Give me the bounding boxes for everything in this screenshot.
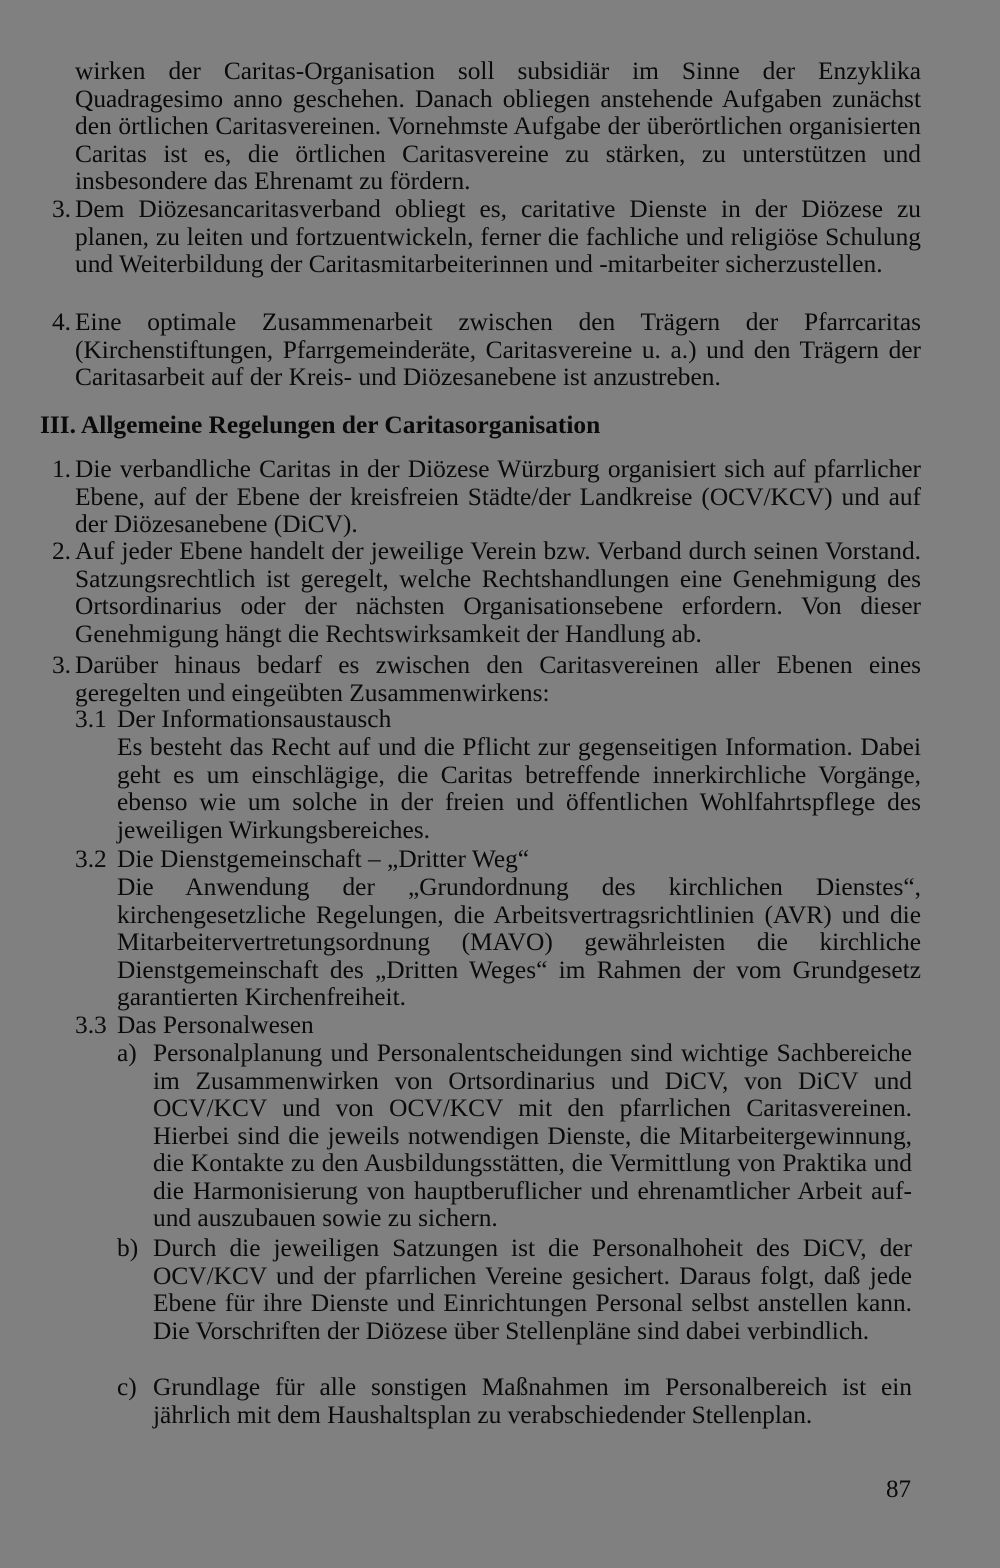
item-number: 4. xyxy=(51,308,71,336)
item-text: Darüber hinaus bedarf es zwischen den Caritasvereinen aller Ebenen eines geregelten und eingeübten Zusammenwirkens: xyxy=(75,651,921,707)
item-text: Auf jeder Ebene handelt der jeweilige Verein bzw. Verband durch seinen Vorstand. Satzungsrechtlich ist geregelt, welche Rechtshandlungen eine Genehmigung des Ortsordinarius oder der nächsten Organisationsebene erfordern. Von dieser Genehmigung hängt die Rechtswirksamkeit der Handlung ab. xyxy=(75,537,921,648)
section-heading: III. Allgemeine Regelungen der Caritasorganisation xyxy=(40,411,601,439)
item-text: Personalplanung und Personalentscheidungen sind wichtige Sachbereiche im Zusammenwirken von Ortsordinarius und DiCV, von DiCV und OCV/KCV und von OCV/KCV mit den pfarrlichen Caritasvereinen. Hierbei sind die jeweils notwendigen Dienste, die Mitarbeitergewinnung, die Kontakte zu den Ausbildungsstätten, die Vermittlung von Praktika und die Harmonisierung von hauptberuflicher und ehrenamtlicher Arbeit auf- und auszubauen sowie zu sichern. xyxy=(153,1039,912,1232)
list-item xyxy=(51,537,921,648)
subsection-body: Die Anwendung der „Grundordnung des kirchlichen Dienstes“, kirchengesetzliche Regelungen, die Arbeitsvertragsrichtlinien (AVR) und die Mitarbeitervertretungsordnung (MAVO) gewährleisten die kirchliche Dienstgemeinschaft des „Dritten Weges“ im Rahmen der vom Grundgesetz garantierten Kirchenfreiheit. xyxy=(117,873,921,1011)
item-number: 3. xyxy=(51,195,71,223)
subsection-title: Die Dienstgemeinschaft – „Dritter Weg“ xyxy=(117,845,530,873)
subsection-number: 3.3 xyxy=(75,1011,107,1039)
item-text: Die verbandliche Caritas in der Diözese Würzburg organisiert sich auf pfarrlicher Ebene, auf der Ebene der kreisfreien Städte/der Landkreise (OCV/KCV) und auf der Diözesanebene (DiCV). xyxy=(75,455,921,538)
item-label: c) xyxy=(117,1373,137,1401)
page-number: 87 xyxy=(886,1476,911,1503)
subsection-body: Es besteht das Recht auf und die Pflicht zur gegenseitigen Information. Dabei geht es um einschlägige, die Caritas betreffende innerkirchliche Vorgänge, ebenso wie um solche in der freien und öffentlichen Wohlfahrtspflege des jeweiligen Wirkungsbereiches. xyxy=(117,733,921,844)
item-label: b) xyxy=(117,1234,139,1262)
list-item xyxy=(51,308,921,392)
list-item xyxy=(51,651,921,707)
continuation-paragraph: wirken der Caritas-Organisation soll subsidiär im Sinne der Enzyklika Quadragesimo anno geschehen. Danach obliegen anstehende Aufgaben zunächst den örtlichen Caritasvereinen. Vornehmste Aufgabe der überörtlichen organisierten Caritas ist es, die örtlichen Caritasvereine zu stärken, zu unterstützen und insbesondere das Ehrenamt zu fördern. xyxy=(75,57,921,195)
item-number: 3. xyxy=(51,651,71,679)
item-text: Dem Diözesancaritasverband obliegt es, caritative Dienste in der Diözese zu planen, zu leiten und fortzuentwickeln, ferner die fachliche und religiöse Schulung und Weiterbildung der Caritasmitarbeiterinnen und -mitarbeiter sicherzustellen. xyxy=(75,195,921,278)
item-text: Durch die jeweiligen Satzungen ist die Personalhoheit des DiCV, der OCV/KCV und der pfarrlichen Vereine gesichert. Daraus folgt, daß jede Ebene für ihre Dienste und Einrichtungen Personal selbst anstellen kann. Die Vorschriften der Diözese über Stellenpläne sind dabei verbindlich. xyxy=(153,1234,912,1345)
subsection-title: Das Personalwesen xyxy=(117,1011,314,1039)
subsection-title: Der Informationsaustausch xyxy=(117,705,392,733)
item-text: Eine optimale Zusammenarbeit zwischen den Trägern der Pfarrcaritas (Kirchenstiftungen, Pfarrgemeinderäte, Caritasvereine u. a.) und den Trägern der Caritasarbeit auf der Kreis- und Diözesanebene ist anzustreben. xyxy=(75,308,921,391)
item-text: Grundlage für alle sonstigen Maßnahmen im Personalbereich ist ein jährlich mit dem Haushaltsplan zu verabschiedender Stellenplan. xyxy=(153,1373,912,1429)
item-label: a) xyxy=(117,1039,137,1067)
subsection-number: 3.2 xyxy=(75,845,107,873)
item-number: 2. xyxy=(51,537,71,565)
list-item xyxy=(51,455,921,539)
subsection-number: 3.1 xyxy=(75,705,107,733)
list-item xyxy=(51,195,921,279)
item-number: 1. xyxy=(51,455,71,483)
